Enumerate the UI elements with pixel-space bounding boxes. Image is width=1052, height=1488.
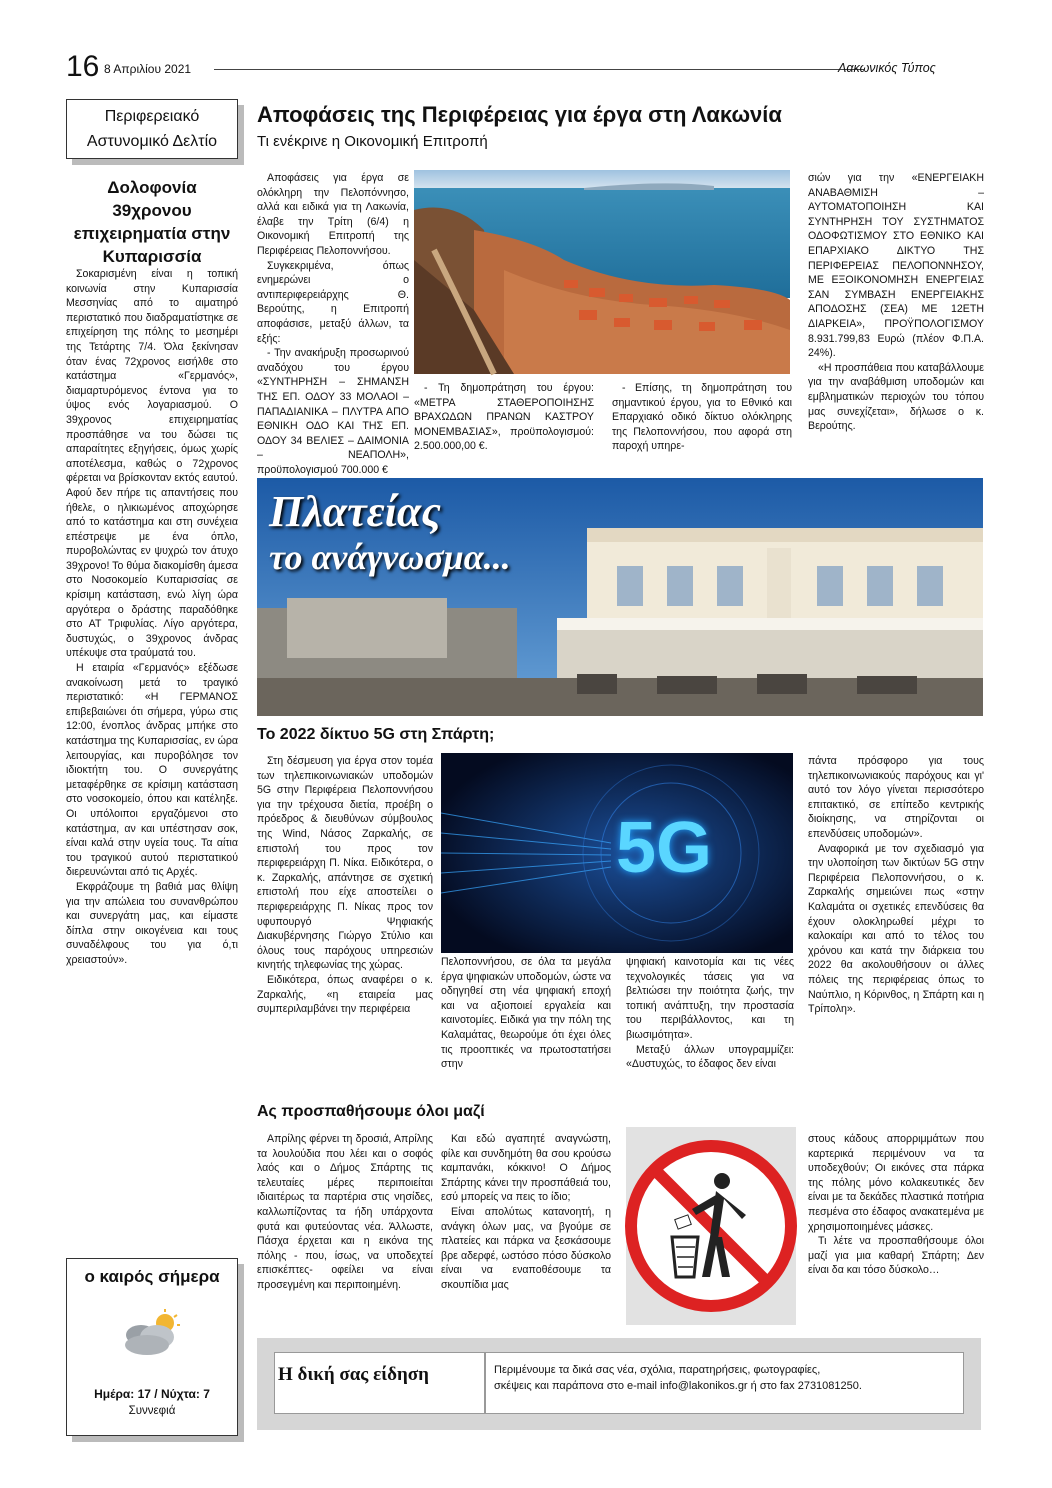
police-article-body xyxy=(66,267,238,1245)
article3-column-2 xyxy=(441,1132,611,1328)
article-together-title: Ας προσπαθήσουμε όλοι μαζί xyxy=(257,1103,485,1120)
article2-column-1 xyxy=(257,754,433,1086)
article2-paragraph: Μεταξύ άλλων υπογραμμίζει: «Δυστυχώς, το έδαφος δεν είναι xyxy=(626,1043,794,1071)
article-5g-title: Το 2022 δίκτυο 5G στη Σπάρτη; xyxy=(257,726,495,743)
article1-column-2 xyxy=(414,381,594,466)
monemvasia-castle-photo xyxy=(414,170,790,374)
article3-paragraph: Είναι απολύτως κατανοητή, η ανάγκη όλων μας, να βγούμε σε πλατείες και πάρκα να ξεσκάσουμε βρε αδερφέ, ωστόσο πόσο δύσκολο είναι να εναποθέσουμε τα σκουπίδια μας xyxy=(441,1205,611,1291)
police-paragraph: Εκφράζουμε τη βαθιά μας θλίψη για την απώλεια του συνανθρώπου και συνεργάτη μας, και είμαστε δίπλα στην οικογένεια και τους συναδέλφους του για ό,τι χρειαστούν». xyxy=(66,880,238,966)
article3-column-1 xyxy=(257,1132,433,1328)
issue-date: 8 Απριλίου 2021 xyxy=(104,62,192,76)
article1-paragraph: - Τη δημοπράτηση του έργου: «ΜΕΤΡΑ ΣΤΑΘΕΡΟΠΟΙΗΣΗΣ ΒΡΑΧΩΔΩΝ ΠΡΑΝΩΝ ΚΑΣΤΡΟΥ ΜΟΝΕΜΒΑΣΙΑΣ», προϋπολογισμού: 2.500.000,00 €. xyxy=(414,382,594,453)
article3-paragraph: Τι λέτε να προσπαθήσουμε όλοι μαζί για μια καθαρή Σπάρτη; Δεν είναι δα και τόσο δύσκολο… xyxy=(808,1235,984,1277)
article1-paragraph: Συγκεκριμένα, όπως ενημερώνει ο αντιπεριφερειάρχης Θ. Βερούτης, η Επιτροπή αποφάσισε, μεταξύ άλλων, τα εξής: xyxy=(257,259,409,345)
weather-temperatures: Ημέρα: 17 / Νύχτα: 7 xyxy=(94,1387,210,1401)
banner-title-line-1: Πλατείας xyxy=(269,487,441,536)
banner-title-line-2: το ανάγνωσμα... xyxy=(269,537,511,577)
article-regional-decisions-title: Αποφάσεις της Περιφέρειας για έργα στη Λακωνία xyxy=(257,102,782,127)
article1-paragraph: - Την ανακήρυξη προσωρινού αναδόχου του έργου «ΣΥΝΤΗΡΗΣΗ – ΣΗΜΑΝΣΗ ΤΗΣ ΕΠ. ΟΔΟΥ 33 ΜΟΛΑΟΙ – ΠΑΠΑΔΙΑΝΙΚΑ – ΠΛΥΤΡΑ ΑΠΟ ΕΘΝΙΚΗ ΟΔΟ ΚΑΙ ΤΗΣ ΕΠ. ΟΔΟΥ 34 ΒΕΛΙΕΣ – ΔΑΙΜΟΝΙΑ – ΝΕΑΠΟΛΗ», προϋπολογισμού 700.000 € xyxy=(257,347,409,476)
article2-paragraph: Πελοποννήσου, σε όλα τα μεγάλα έργα ψηφιακών υποδομών, ώστε να οδηγηθεί στη νέα ψηφιακή εποχή και να αξιοποιεί εργαλεία και καινοτομίες. Ειδικά για την πόλη της Καλαμάτας, θεωρούμε ότι έχει όλες τις προοπτικές να πρωτοστατήσει στην xyxy=(441,956,611,1071)
article1-column-3 xyxy=(612,381,792,466)
article2-column-4 xyxy=(808,754,984,1086)
article2-paragraph: Αναφορικά με τον σχεδιασμό για την υλοποίηση των δικτύων 5G στην Περιφέρεια Πελοποννήσου, ο κ. Ζαρκαλής σημειώνει πως «στην Καλαμάτα οι σχετικές επενδύσεις θα έχουν ολοκληρωθεί μέχρι το καλοκαίρι και από το τέλος του χρόνου και κατά την διάρκεια του 2022 θα ακολουθήσουν οι άλλες πόλεις της περιφέρειας όπως το Ναύπλιο, η Κόρινθος, η Σπάρτη και η Τρίπολη». xyxy=(808,842,984,1016)
publication-name: Λακωνικός Τύπος xyxy=(838,61,936,75)
article3-column-4 xyxy=(808,1132,984,1328)
article1-paragraph: Αποφάσεις για έργα σε ολόκληρη την Πελοπόννησο, αλλά και ειδικά για τη Λακωνία, έλαβε την Τρίτη (6/4) η Οικονομική Επιτροπή της Περιφέρειας Πελοποννήσου. xyxy=(257,172,409,257)
article2-paragraph: ψηφιακή καινοτομία και τις νέες τεχνολογικές τάσεις για να βελτιώσει την ποιότητα ζωής, την τοπική ανάπτυξη, την προστασία του περιβάλλοντος, και τη βιωσιμότητα». xyxy=(626,956,794,1041)
article2-paragraph: πάντα πρόσφορο για τους τηλεπικοινωνιακούς παρόχους και γι' αυτό τον λόγο γίνεται περισσότερο επιτακτικό, σε επίπεδο κεντρικής διοίκησης, να στηρίζονται οι επενδύσεις υποδομών». xyxy=(808,755,984,840)
no-littering-sign-image xyxy=(626,1127,796,1325)
article-regional-decisions-subtitle: Τι ενέκρινε η Οικονομική Επιτροπή xyxy=(257,133,488,150)
article1-paragraph: σιών για την «ΕΝΕΡΓΕΙΑΚΗ ΑΝΑΒΑΘΜΙΣΗ – ΑΥΤΟΜΑΤΟΠΟΙΗΣΗ ΚΑΙ ΣΥΝΤΗΡΗΣΗ ΤΟΥ ΣΥΣΤΗΜΑΤΟΣ ΟΔΟΦΩΤΙΣΜΟΥ ΣΤΟ ΕΘΝΙΚΟ ΚΑΙ ΕΠΑΡΧΙΑΚΟ ΔΙΚΤΥΟ ΤΗΣ ΠΕΡΙΦΕΡΕΙΑΣ ΠΕΛΟΠΟΝΝΗΣΟΥ, ΜΕ ΕΞΟΙΚΟΝΟΜΗΣΗ ΕΝΕΡΓΕΙΑΣ ΣΑΝ ΣΥΜΒΑΣΗ ΕΝΕΡΓΕΙΑΚΗΣ ΑΠΟΔΟΣΗΣ (ΣΕΑ) ΜΕ 12ΕΤΗ ΔΙΑΡΚΕΙΑ», ΠΡΟΫΠΟΛΟΓΙΣΜΟΥ 8.931.799,83 Ευρώ (πλέον Φ.Π.Α. 24%). xyxy=(808,172,984,360)
article3-paragraph: Και εδώ αγαπητέ αναγνώστη, φίλε και συνδημότη θα σου κρούσω καμπανάκι, κόκκινο! Ο Δήμος Σπάρτης κάνει την προσπάθειά του, εσύ μπορείς να πεις το ίδιο; xyxy=(441,1133,611,1204)
article2-paragraph: Στη δέσμευση για έργα στον τομέα των τηλεπικοινωνιακών υποδομών 5G στην Περιφέρεια Πελοποννήσου για την τρέχουσα διετία, προέβη ο πρόεδρος & διευθύνων σύμβουλος της Wind, Νάσος Ζαρκαλής, σε επιστολή του προς τον περιφερειάρχη Π. Νίκα. Ειδικότερα, ο κ. Ζαρκαλής, απάντησε σε σχετική επιστολή που είχε αποστείλει ο περιφερειάρχης Π. Νίκας προς τον υφυπουργό Ψηφιακής Διακυβέρνησης Γιώργο Στύλιο και όλους τους παρόχους υπηρεσιών κινητής τηλεφωνίας της χώρας. xyxy=(257,755,433,972)
article3-paragraph: στους κάδους απορριμμάτων που καρτερικά περιμένουν να τα υποδεχθούν; Οι εικόνες στα πάρκα της πόλης μόνο κολακευτικές δεν είναι με τα δεκάδες πλαστικά ποτήρια πεσμένα στο έδαφος ανακατεμένα με χρησιμοποιημένες μάσκες. xyxy=(808,1133,984,1233)
cloudy-weather-icon xyxy=(119,1307,189,1359)
your-news-line-1: Περιμένουμε τα δικά σας νέα, σχόλια, παρατηρήσεις, φωτογραφίες, xyxy=(494,1364,821,1376)
header-rule xyxy=(214,69,864,70)
5g-network-image xyxy=(441,753,793,953)
article1-column-4 xyxy=(808,171,984,467)
article2-column-2 xyxy=(441,955,611,1087)
page-number: 16 xyxy=(66,50,100,83)
weather-title: ο καιρός σήμερα xyxy=(84,1267,220,1286)
plateia-banner-image xyxy=(257,478,983,716)
your-news-title: Η δική σας είδηση xyxy=(278,1364,429,1385)
police-section-box xyxy=(66,99,238,159)
police-headline: Δολοφονία 39χρονου επιχειρηματία στην Κυπαρισσία xyxy=(73,178,231,266)
article1-paragraph: «Η προσπάθεια που καταβάλλουμε για την αναβάθμιση υποδομών και εμβληματικών περιοχών του τόπου μας συνεχίζεται», δήλωσε ο κ. Βερούτης. xyxy=(808,361,984,433)
your-news-text xyxy=(494,1362,954,1394)
police-paragraph: Σοκαρισμένη είναι η τοπική κοινωνία στην Κυπαρισσία Μεσσηνίας από το αιματηρό περιστατικό που διαδραματίστηκε σε επιχείρηση της πόλης το μεσημέρι της Τετάρτης 7/4. Όλα ξεκίνησαν όταν ένας 72χρονος εισήλθε στο κατάστημα «Γερμανός», διαμαρτυρόμενος έντονα για το ύψος ενός λογαριασμού. Ο 39χρονος επιχειρηματίας προσπάθησε να του δώσει τις απαραίτητες εξηγήσεις, όμως χωρίς αποτέλεσμα, καθώς ο 72χρονος φέρεται να βρίσκονταν εκτός εαυτού. Αφού δεν πήρε τις απαντήσεις που ήθελε, ο ηλικιωμένος αποχώρησε από το κατάστημα και στη συνέχεια επέστρεψε με ένα όπλο, πυροβολώντας εν ψυχρώ τον άτυχο 39χρονο! Το θύμα διακομίσθη άμεσα στο Νοσοκομείο Κυπαρισσίας σε κρίσιμη κατάσταση, ενώ λίγη ώρα αργότερα ο δράστης παραδόθηκε στο ΑΤ Τριφυλίας. Λίγο αργότερα, δυστυχώς, ο 39χρονος άνδρας υπέκυψε στα τραύματά του. xyxy=(66,268,238,660)
police-box-title-1: Περιφερειακό xyxy=(104,108,200,125)
police-paragraph: Η εταιρία «Γερμανός» εξέδωσε ανακοίνωση μετά το τραγικό περιστατικό: «Η ΓΕΡΜΑΝΟΣ επιβεβαιώνει ότι σήμερα, γύρω στις 12:00, ένοπλος άνδρας μπήκε στο κατάστημα της Κυπαρισσίας, εν ώρα λειτουργίας, και πυροβόλησε τον ιδιοκτήτη του. Ο συνεργάτης μεταφέρθηκε σε κρίσιμη κατάσταση στο νοσοκομείο, όπου και κατέληξε. Οι υπόλοιποι εργαζόμενοι στο κατάστημα, αν και υπέστησαν σοκ, είναι καλά στην υγεία τους. Τα αίτια του τραγικού αυτού περιστατικού διερευνώνται από τις Αρχές. xyxy=(66,662,238,879)
article1-column-1 xyxy=(257,171,409,476)
article1-paragraph: - Επίσης, τη δημοπράτηση του σημαντικού έργου, για το Εθνικό και Επαρχιακό οδικό δίκτυο ολόκληρης της Πελοποννήσου, που αφορά στη παροχή υπηρε- xyxy=(612,382,792,453)
weather-condition: Συννεφιά xyxy=(128,1405,176,1417)
article3-paragraph: Απρίλης φέρνει τη δροσιά, Απρίλης τα λουλούδια που λέει και ο σοφός λαός και ο Δήμος Σπάρτης τις τελευταίες μέρες περιποιείται ιδιαιτέρως τα παρτέρια στις νησίδες, καλλωπίζοντας τα ήδη υπάρχοντα φυτά και φυτεύοντας νέα. Άλλωστε, Πάσχα έρχεται και η εικόνα της πόλης - που, ίσως, να υποδεχτεί επισκέπτες- οφείλει να είναι προσεγμένη και περιποιημένη. xyxy=(257,1133,433,1291)
weather-box xyxy=(66,1258,238,1436)
5g-image-label: 5G xyxy=(616,808,713,888)
your-news-line-2: σκέψεις και παράπονα στο e-mail info@lakonikos.gr ή στο fax 2731081250. xyxy=(494,1380,862,1392)
article2-column-3 xyxy=(626,955,794,1087)
your-news-divider xyxy=(484,1352,486,1414)
police-box-title-2: Αστυνομικό Δελτίο xyxy=(86,133,218,150)
article2-paragraph: Ειδικότερα, όπως αναφέρει ο κ. Ζαρκαλής, «η εταιρεία μας συμπεριλαμβάνει την περιφέρεια xyxy=(257,973,433,1016)
